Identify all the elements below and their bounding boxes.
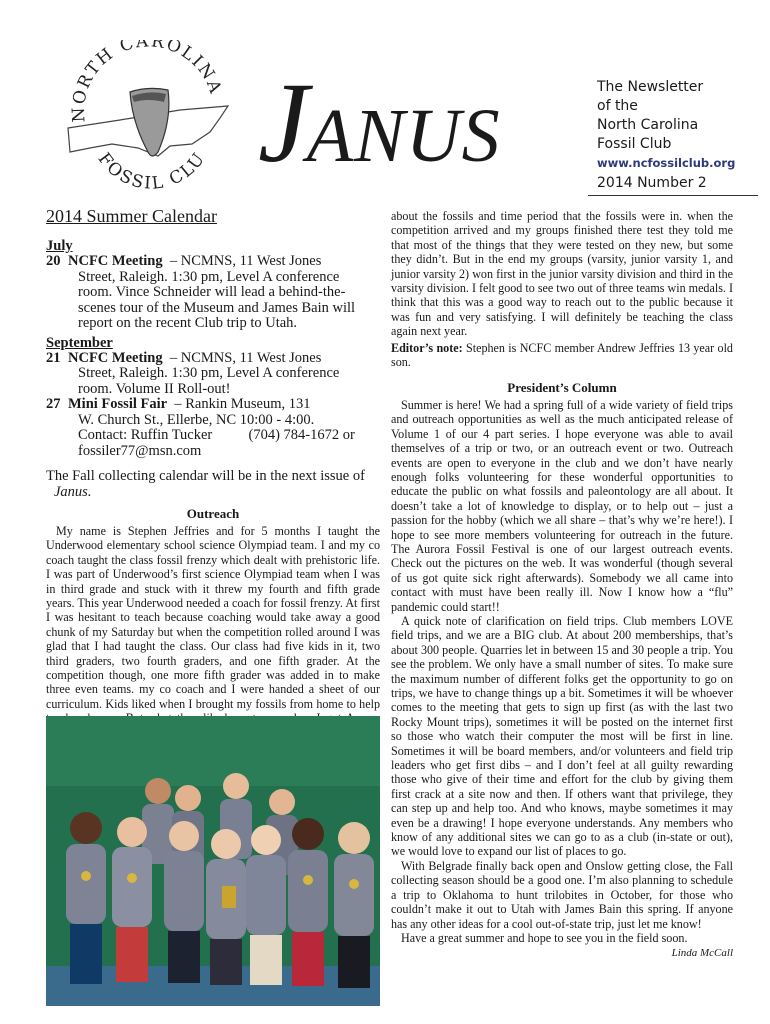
tagline-line: The Newsletter — [597, 79, 704, 95]
event-day: 21 — [46, 349, 61, 366]
president-column-heading: President’s Column — [507, 380, 617, 396]
calendar-title: 2014 Summer Calendar — [46, 206, 217, 226]
president-paragraph: With Belgrade finally back open and Onslow getting close, the Fall collecting season should be a good one. I’m also planning to schedule a trip to Oklahoma to hunt trilobites in October, for those who couldn’t make it out to Utah with James Bain this spring. If anyone has any other ideas for a cool out-of-state trip, just let me know! — [391, 858, 733, 931]
president-paragraph: Have a great summer and hope to see you in the field soon. — [401, 930, 688, 945]
event-sept-27: 27 Mini Fossil Fair – Rankin Museum, 131 W. Church St., Ellerbe, NC 10:00 - 4:00. Contact: Ruffin Tucker (704) 784-1672 or fossiler77@msn.com — [46, 397, 380, 459]
title-initial: J — [258, 59, 307, 186]
title-rest: ANUS — [306, 94, 501, 178]
contact-email[interactable]: fossiler77@msn.com — [78, 442, 202, 459]
logo-bottom-text: FOSSIL CLU — [93, 148, 210, 194]
tagline-line: of the — [597, 98, 638, 114]
newsletter-title — [258, 59, 501, 186]
signature: Linda McCall — [671, 947, 733, 960]
fall-calendar-note: The Fall collecting calendar will be in the next issue of Janus. — [46, 468, 365, 500]
masthead-rule — [588, 195, 758, 196]
masthead-tagline — [597, 78, 757, 173]
event-name: Mini Fossil Fair — [68, 396, 168, 412]
president-paragraph: A quick note of clarification on field trips. Club members LOVE field trips, and we are a BIG club. At about 200 memberships, that’s about 300 people. Quarries let in between 15 and 30 people a trip. You see the problem. We only have a small number of sites. To make sure the maximum number of different folks get the opportunity to go on trips, we have to change things up a bit. Sometimes it will be whoever comes to the meeting that gets to sign up first (as with the last two Rocky Mount trips), sometimes it will be posted on the internet first so those who watch their computer the most will be first in line. Sometimes it will be board members, and/or volunteers and field trip leaders who get first dibs – and I don’t feel at all guilty rewarding those who give of their time and effort for the club by giving them first crack at a site now and then. If others want that privilege, they can step up and help too. And who knows, maybe sometimes it may even be a drawing! I hope everyone understands. Any members who know of any additional sites we can go to as a club (in-state or out), we would love to expand our list of places to go. — [391, 613, 733, 859]
team-photo — [46, 716, 380, 1006]
outreach-text: My name is Stephen Jeffries and for 5 months I taught the Underwood elementary school science Olympiad team. I and my co coach taught the class fossil frenzy which dealt with prehistoric life. I was part of Underwood’s first science Olympiad team when I was in third grade and stuck with it threw my fourth and fifth grade years. This year Underwood needed a coach for fossil frenzy. At first I was hesitant to teach because coaching would take away a good chunk of my Saturday but when the competition rolled around I was glad that I had taught the class. Our class had five kids in it, two third graders, two fourth graders, and one fifth grader. At the competition though, one more fifth grader was added in to make three even teams. my co coach and I were handed a sheet of our curriculum. Kids liked when I brought my fossils from home to help — [46, 524, 380, 711]
outreach-continued: about the fossils and time period that the fossils were in. when the competition arrived and my groups finished there test they told me that most of the things that they were tested on they new, but some they didn’t. But in the end my groups (varsity, junior varsity 1, and junior varsity 2) won first in the junior varsity division and third in the varsity division. I felt good to see two out of three teams win medals. I think that this was a good way to reach out to the public because it was fun and very satisfying. I will definitely be teaching the class again next year. — [391, 209, 733, 339]
event-day: 20 — [46, 253, 61, 269]
event-sept-21: 21 NCFC Meeting – NCMNS, 11 West Jones Street, Raleigh. 1:30 pm, Level A conference room. Volume II Roll-out! — [46, 349, 340, 397]
club-url[interactable]: www.ncfossilclub.org — [597, 156, 736, 170]
club-logo — [60, 40, 240, 200]
right-column — [391, 209, 733, 961]
outreach-heading: Outreach — [186, 506, 240, 521]
tagline-line: North Carolina — [597, 117, 699, 133]
issue-number: 2014 Number 2 — [597, 175, 707, 191]
event-name: NCFC Meeting — [68, 253, 163, 269]
month-september: September — [46, 334, 113, 351]
event-name: NCFC Meeting — [68, 349, 163, 366]
editor-note: Editor’s note: Stephen is NCFC member Andrew Jeffries 13 year old son. — [391, 340, 733, 370]
president-paragraph: Summer is here! We had a spring full of a wide variety of field trips and outreach opportunities as well as the much anticipated release of Volume 1 of our 4 part series. I hope everyone was able to avail themselves of a trip or two, or an outreach event or two. Outreach events are open to everyone in the club and we don’t have nearly enough folks volunteering for these wonderful opportunities to educate the public on what fossils and paleontology are all about. It doesn’t take a lot of knowledge to display, or to help out – just a passion for the hobby (which we all share – that’s why we’re here!). I hope to see more members volunteering for outreach in the future. The Aurora Fossil Festival is one of our largest outreach events. Check out the pictures on the web. It was wonderful (though several of us got quite sick right afterwards). Somebody we all came into contact with must have been really ill. Now I know how a “flu” pandemic could start!! — [391, 397, 733, 614]
tagline-line: Fossil Club — [597, 136, 672, 152]
event-july-20: 20 NCFC Meeting – NCMNS, 11 West Jones Street, Raleigh. 1:30 pm, Level A conference room. Vince Schneider will lead a behind-the- scenes tour of the Museum and James Bain will report on the recent Club trip to Utah. — [46, 253, 356, 331]
month-july: July — [46, 238, 73, 254]
event-day: 27 — [46, 396, 61, 412]
left-column — [46, 206, 380, 769]
logo-top-text: NORTH CAROLINA — [68, 40, 226, 123]
